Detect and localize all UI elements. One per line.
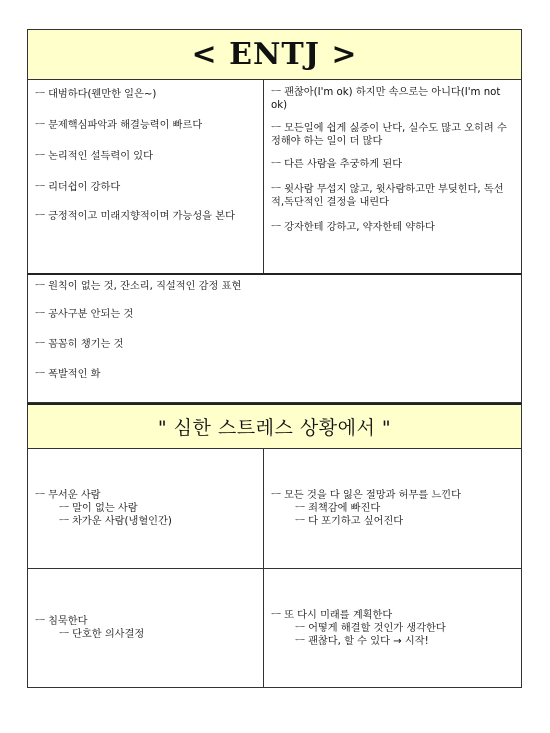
stress-main-item: ㅡ 모든 것을 다 잃은 절망과 허무를 느낀다 [271,490,461,501]
title-band [27,29,522,80]
stress-grid-top [27,449,522,569]
dislike-item: ㅡ 폭발적인 화 [35,369,101,380]
trait-item: ㅡ 문제핵심파악과 해결능력이 빠르다 [35,120,203,131]
trait-item: ㅡ 리더쉽이 강하다 [35,182,121,193]
trait-item: ㅡ 괜찮아(I'm ok) 하지만 속으로는 아니다(I'm not ok) [271,87,501,111]
stress-sub-item: ㅡ 차가운 사람(냉혈인간) [59,516,172,527]
trait-item: ㅡ 모든일에 쉽게 싫증이 난다, 실수도 많고 오히려 수정해야 하는 일이 더 많다 [271,123,507,147]
stress-quadrant-4 [264,569,521,687]
stress-main-item: ㅡ 무서운 사람 [35,490,101,501]
traits-right-column [264,80,521,273]
stress-sub-item: ㅡ 다 포기하고 싶어진다 [295,516,404,527]
traits-left-column [28,80,264,273]
stress-sub-item: ㅡ 단호한 의사결정 [59,629,145,640]
trait-item: ㅡ 다른 사람을 추궁하게 된다 [271,159,403,170]
trait-item: ㅡ 논리적인 설득력이 있다 [35,151,153,162]
stress-title: " 심한 스트레스 상황에서 " [157,417,392,439]
trait-item: ㅡ 대범하다(웬만한 일은~) [35,89,157,100]
dislike-item: ㅡ 원칙이 없는 것, 잔소리, 직설적인 감정 표현 [35,281,242,292]
stress-main-item: ㅡ 침묵한다 [35,616,88,627]
dislike-item: ㅡ 꼼꼼히 챙기는 것 [35,339,124,350]
stress-title-band [27,403,522,449]
traits-grid [27,80,522,273]
stress-main-item: ㅡ 또 다시 미래를 계획한다 [271,609,393,621]
stress-sub-item: ㅡ 말이 없는 사람 [59,503,138,514]
stress-sub-item: ㅡ 어떻게 해결할 것인가 생각한다 [295,622,446,634]
stress-sub-item: ㅡ 죄책감에 빠진다 [295,503,381,514]
dislikes-section [27,273,522,403]
stress-quadrant-3 [28,569,264,687]
stress-quadrant-1 [28,449,264,568]
dislike-item: ㅡ 공사구분 안되는 것 [35,309,134,320]
stress-sub-item: ㅡ 괜찮다, 할 수 있다 → 시작! [295,635,429,647]
stress-quadrant-2 [264,449,521,568]
stress-grid-bottom [27,569,522,688]
trait-item: ㅡ 윗사람 무섭지 않고, 윗사람하고만 부딪힌다, 독선적,독단적인 결정을 내린다 [271,184,504,208]
trait-item: ㅡ 긍정적이고 미래지향적이며 가능성을 본다 [35,211,235,222]
page-title: < ENTJ > [191,37,358,72]
entj-sheet [27,29,522,688]
trait-item: ㅡ 강자한테 강하고, 약자한테 약하다 [271,222,435,233]
